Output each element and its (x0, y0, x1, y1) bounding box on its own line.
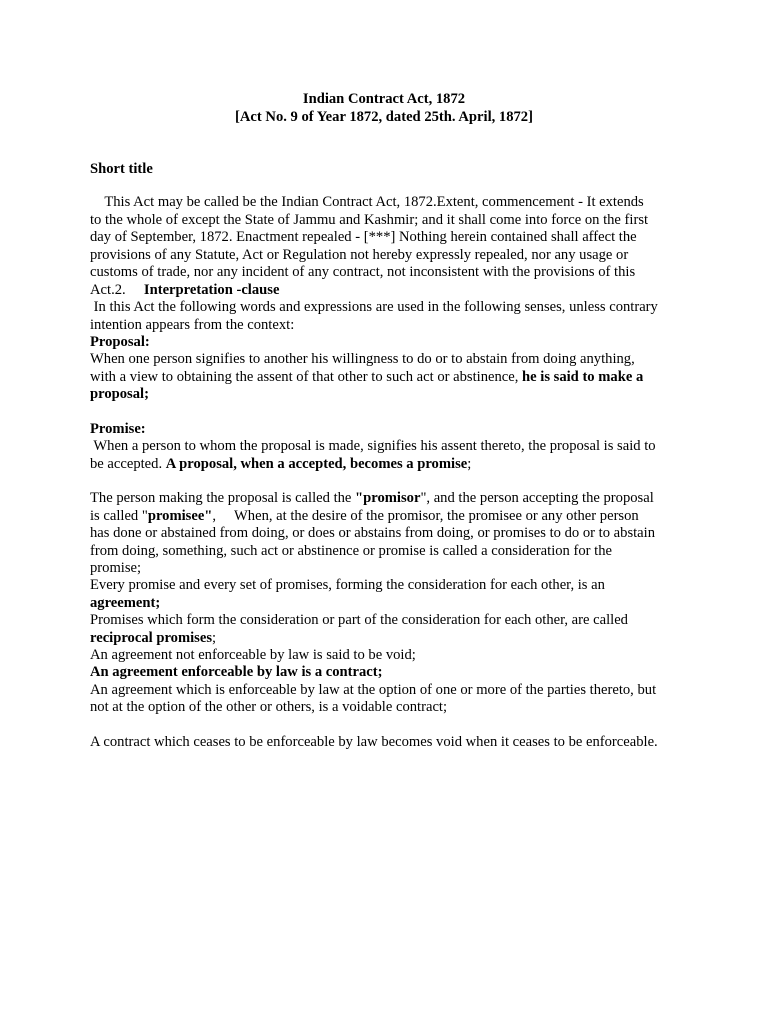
paragraph-line: When one person signifies to another his willingness to do or to abstain from doing anything, (90, 351, 635, 367)
paragraph-line: day of September, 1872. Enactment repealed - [***] Nothing herein contained shall affect the (90, 229, 637, 245)
paragraph-line: is called "promisee", When, at the desire of the promisor, the promisee or any other person (90, 508, 639, 524)
paragraph-line: This Act may be called be the Indian Contract Act, 1872.Extent, commencement - It extends (90, 194, 644, 210)
paragraph-line: customs of trade, nor any incident of any contract, not inconsistent with the provisions of this (90, 264, 636, 280)
document-subtitle: [Act No. 9 of Year 1872, dated 25th. April, 1872] (235, 109, 533, 125)
paragraph-line: Every promise and every set of promises, forming the consideration for each other, is an (90, 577, 605, 593)
section-heading-short-title: Short title (90, 161, 153, 177)
interpretation-clause-heading: Interpretation -clause (143, 282, 280, 298)
paragraph-line: with a view to obtaining the assent of that other to such act or abstinence, he is said to make a (90, 369, 644, 385)
paragraph-line: not at the option of the other or others, is a voidable contract; (90, 699, 448, 715)
paragraph-line: Promises which form the consideration or part of the consideration for each other, are called (90, 612, 628, 628)
paragraph-line: The person making the proposal is called the "promisor", and the person accepting the proposal (90, 490, 654, 506)
paragraph-line: An agreement enforceable by law is a contract; (90, 664, 383, 680)
paragraph-line: An agreement not enforceable by law is said to be void; (90, 647, 416, 663)
paragraph-line: promise; (90, 560, 142, 576)
paragraph-line: When a person to whom the proposal is made, signifies his assent thereto, the proposal is said to (90, 438, 656, 454)
paragraph-line: be accepted. A proposal, when a accepted, becomes a promise; (90, 456, 472, 472)
paragraph-line: provisions of any Statute, Act or Regulation not hereby expressly repealed, nor any usage or (90, 247, 629, 263)
paragraph-line: An agreement which is enforceable by law at the option of one or more of the parties thereto, but (90, 682, 657, 698)
paragraph-line: from doing, something, such act or abstinence or promise is called a consideration for the (90, 543, 612, 559)
paragraph-line: proposal; (90, 386, 149, 402)
paragraph-line: intention appears from the context: (90, 317, 295, 333)
paragraph-line: to the whole of except the State of Jammu and Kashmir; and it shall come into force on the first (90, 212, 649, 228)
paragraph-line: Act.2. Interpretation -clause (90, 282, 280, 298)
paragraph-line: has done or abstained from doing, or does or abstains from doing, or promises to do or to abstain (90, 525, 656, 541)
document-title: Indian Contract Act, 1872 (302, 91, 466, 107)
paragraph-line: reciprocal promises; (90, 630, 217, 646)
section-heading-promise: Promise: (90, 421, 146, 437)
paragraph-line: agreement; (90, 595, 161, 611)
paragraph-line: In this Act the following words and expressions are used in the following senses, unless contrary (90, 299, 658, 315)
section-heading-proposal: Proposal: (90, 334, 150, 350)
paragraph-line: A contract which ceases to be enforceable by law becomes void when it ceases to be enforceable. (90, 734, 658, 750)
